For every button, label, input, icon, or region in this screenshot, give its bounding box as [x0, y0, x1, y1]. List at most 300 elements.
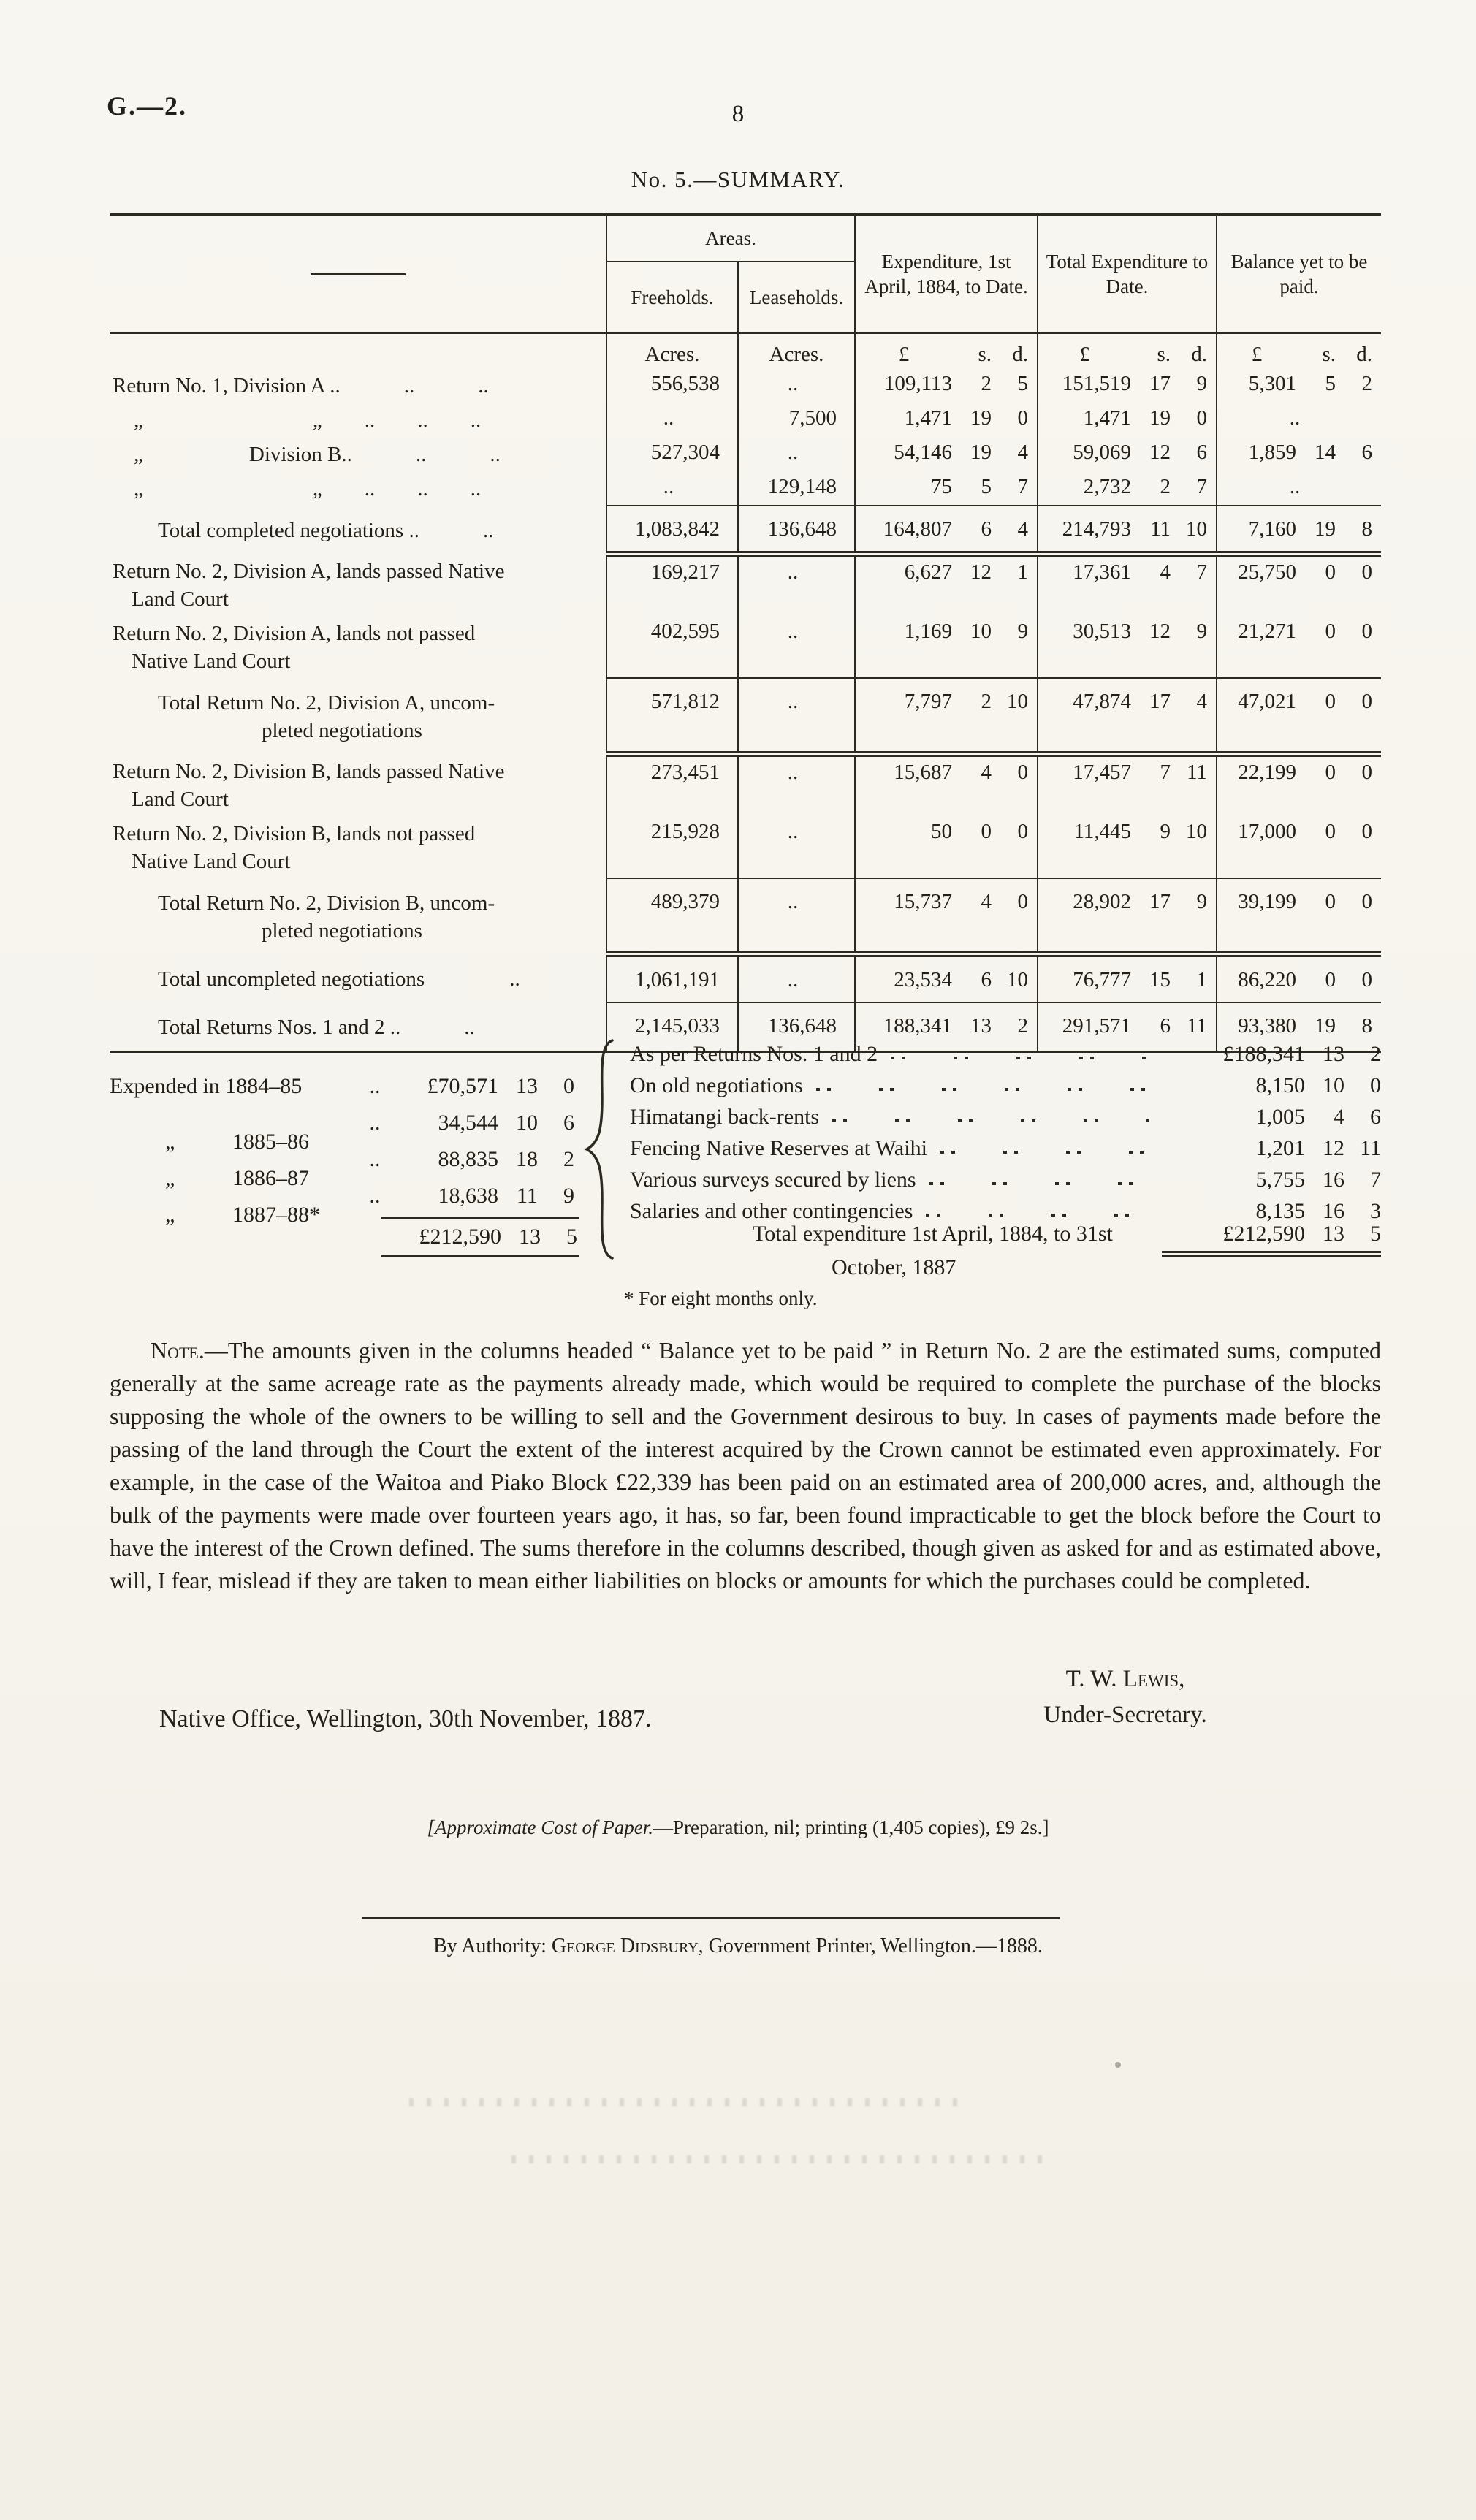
pounds-value: 8,150: [1255, 1073, 1305, 1097]
money-value: [1038, 761, 1207, 785]
pounds-value: £70,571: [427, 1074, 498, 1098]
cell-balance: [1217, 754, 1381, 816]
money-value: [1038, 968, 1207, 992]
row-label: [110, 368, 606, 403]
expended-row: [110, 1074, 574, 1111]
shillings-value: 4: [981, 761, 992, 784]
cell-expenditure: [855, 816, 1038, 878]
breakdown-label: Various surveys secured by liens: [630, 1168, 916, 1192]
pence-unit: d.: [1012, 343, 1028, 366]
cell-total-expenditure: [1038, 754, 1217, 816]
page-number: 8: [731, 101, 745, 127]
money-units: [856, 343, 1028, 367]
pounds-value: 15,687: [894, 761, 952, 784]
money-value: [1162, 1073, 1381, 1098]
money-value: [1162, 1136, 1381, 1161]
shillings-value: 13: [1323, 1042, 1344, 1066]
cell-leaseholds: ..: [738, 616, 855, 678]
dot-leader: ..: [369, 1074, 381, 1098]
ditto-mark: „: [165, 1166, 175, 1190]
money-value: [1038, 475, 1207, 499]
shillings-value: 6: [1160, 1014, 1171, 1038]
pounds-value: 7,160: [1248, 517, 1296, 541]
note-text: —The amounts given in the columns headed “ Balance yet to be paid ” in Return No. 2 are the estimated sums, computed generally at the same acreage rate as the payments already made, which would be required to complete the purchase of the blocks supposing the whole of the owners to be willing to sell and the Government desirous to buy. In cases of payments made before the passing of the land through the Court the extent of the interest acquired by the Crown cannot be estimated even approximately. For example, in the case of the Waitoa and Piako Block £22,339 has been paid on an estimated area of 200,000 acres, and, although the bulk of the payments were made over fourteen years ago, it has, so far, been found impracticable to get the block before the Court to have the interest of the Crown defined. The sums therefore in the columns described, though given as asked for and as estimated above, will, I fear, mislead if they are taken to mean either liabilities on blocks or amounts for which the purchases could be completed.: [110, 1337, 1381, 1594]
cell-freeholds: 571,812: [606, 678, 738, 754]
cell-balance: [1217, 368, 1381, 403]
ditto-mark: „: [165, 1203, 175, 1227]
money-value: [1162, 1042, 1381, 1067]
shillings-value: 19: [970, 406, 992, 430]
pounds-value: 8,135: [1255, 1199, 1305, 1223]
shillings-value: 12: [1149, 441, 1171, 464]
expended-year: 1887–88*: [232, 1203, 320, 1227]
pence-value: 0: [1196, 406, 1207, 430]
pounds-value: 76,777: [1073, 968, 1131, 991]
pounds-value: 59,069: [1073, 441, 1131, 464]
pounds-value: 1,005: [1255, 1105, 1305, 1129]
cell-freeholds: 169,217: [606, 554, 738, 616]
signature-name: T. W. Lewis,: [1065, 1666, 1185, 1692]
summary-table-body: [110, 333, 1381, 1052]
money-value: [856, 372, 1028, 396]
cell-balance: [1217, 954, 1381, 1002]
pence-value: 6: [563, 1111, 574, 1135]
pounds-value: 75: [931, 475, 952, 498]
pence-value: 2: [563, 1147, 574, 1171]
pence-value: 9: [1196, 890, 1207, 913]
balance-header: Balance yet to be paid.: [1217, 215, 1381, 334]
money-value: [1217, 406, 1372, 430]
shillings-value: 19: [1315, 517, 1336, 541]
pence-value: 0: [1361, 890, 1372, 913]
cell-freeholds: ..: [606, 471, 738, 506]
cell-leaseholds: ..: [738, 754, 855, 816]
money-value: [856, 441, 1028, 465]
summary-data-row: [110, 471, 1381, 506]
money-value: [1162, 1199, 1381, 1224]
pence-value: 2: [1370, 1042, 1381, 1066]
breakdown-item: [630, 1168, 1381, 1199]
dot-leader: [891, 1057, 1149, 1059]
pence-value: 6: [1370, 1105, 1381, 1129]
summary-total-row: [110, 678, 1381, 754]
cost-rest: —Preparation, nil; printing (1,405 copies), £9 2s.]: [653, 1816, 1049, 1838]
pence-value: 6: [1361, 441, 1372, 464]
summary-data-row: [110, 554, 1381, 616]
shillings-value: 19: [1149, 406, 1171, 430]
shillings-value: 11: [517, 1184, 538, 1208]
money-value: [1217, 517, 1372, 541]
expended-year-label: Expended in 1884–85: [110, 1074, 303, 1098]
cell-total-expenditure: [1038, 878, 1217, 954]
row-label-line2: Land Court: [132, 788, 229, 811]
shillings-value: 4: [981, 890, 992, 913]
cell-freeholds: 489,379: [606, 878, 738, 954]
money-value: [856, 560, 1028, 585]
table-footnote: * For eight months only.: [624, 1287, 818, 1309]
pence-value: 10: [1007, 968, 1028, 991]
scan-artifact: [511, 2155, 1052, 2163]
cell-expenditure: [855, 437, 1038, 471]
summary-data-row: [110, 437, 1381, 471]
pence-value: 0: [563, 1074, 574, 1098]
pounds-value: £212,590: [1222, 1222, 1305, 1246]
pounds-value: 28,902: [1073, 890, 1131, 913]
cell-leaseholds: ..: [738, 954, 855, 1002]
summary-total-row: [110, 954, 1381, 1002]
pounds-value: 1,471: [1083, 406, 1131, 430]
cell-total-expenditure: [1038, 554, 1217, 616]
row-label-line1: Total Return No. 2, Division B, uncom-: [158, 891, 495, 915]
breakdown-label: Himatangi back-rents: [630, 1105, 820, 1129]
money-value: [1217, 560, 1372, 585]
shillings-value: 11: [1150, 517, 1171, 541]
shillings-value: 17: [1149, 890, 1171, 913]
pence-value: 4: [1017, 517, 1028, 541]
summary-table-head: [110, 215, 1381, 334]
cell-freeholds: 1,083,842: [606, 506, 738, 554]
row-label-line1: Return No. 2, Division A, lands passed Native: [113, 560, 505, 583]
pence-value: 10: [1186, 820, 1207, 843]
shillings-value: 10: [970, 620, 992, 643]
pence-value: 8: [1361, 517, 1372, 541]
breakdown-item: [630, 1073, 1381, 1105]
shillings-value: 13: [970, 1014, 992, 1038]
pence-value: 0: [1361, 620, 1372, 643]
shillings-value: 18: [516, 1147, 538, 1171]
pence-value: 0: [1017, 406, 1028, 430]
dot-leader: ..: [369, 1111, 381, 1135]
cell-expenditure: [855, 506, 1038, 554]
pounds-value: 11,445: [1073, 820, 1131, 843]
cell-expenditure: [855, 368, 1038, 403]
money-value: [1038, 820, 1207, 844]
pounds-sign: £: [1251, 343, 1263, 366]
row-label: [110, 506, 606, 554]
pounds-sign: £: [1079, 343, 1090, 366]
cell-freeholds: 273,451: [606, 754, 738, 816]
money-value: [856, 890, 1028, 914]
cell-leaseholds: ..: [738, 816, 855, 878]
money-value: [856, 761, 1028, 785]
cell-freeholds: ..: [606, 403, 738, 437]
shillings-value: 16: [1323, 1199, 1344, 1223]
pounds-value: 86,220: [1238, 968, 1296, 991]
shillings-value: 4: [1334, 1105, 1344, 1129]
cell-leaseholds: 136,648: [738, 506, 855, 554]
pence-value: 0: [1361, 968, 1372, 991]
cell-balance: [1217, 878, 1381, 954]
breakdown-items: [630, 1042, 1381, 1230]
units-money-expenditure: [855, 333, 1038, 368]
pence-value: 0: [1361, 690, 1372, 713]
pounds-value: 25,750: [1238, 560, 1296, 584]
cell-balance: [1217, 816, 1381, 878]
pounds-value: 1,859: [1248, 441, 1296, 464]
pounds-value: 164,807: [883, 517, 952, 541]
shillings-value: 19: [970, 441, 992, 464]
dot-leader: [832, 1119, 1149, 1122]
shillings-value: 15: [1149, 968, 1171, 991]
scan-artifact: [409, 2098, 965, 2106]
shillings-value: 7: [1160, 761, 1171, 784]
cell-freeholds: 215,928: [606, 816, 738, 878]
shillings-value: 5: [1325, 372, 1336, 395]
shillings-value: 0: [1325, 620, 1336, 643]
pence-value: 9: [563, 1184, 574, 1208]
row-label-line2: pleted negotiations: [262, 919, 422, 943]
dot-leader: [940, 1151, 1149, 1154]
pence-unit: d.: [1191, 343, 1207, 366]
pence-value: 3: [1370, 1199, 1381, 1223]
money-value: [856, 820, 1028, 844]
cell-expenditure: [855, 471, 1038, 506]
money-value: [1038, 560, 1207, 585]
money-value: [1038, 406, 1207, 430]
pence-value: 8: [1361, 1014, 1372, 1038]
pounds-value: 17,361: [1073, 560, 1131, 584]
money-value: [1038, 1014, 1207, 1038]
pounds-value: 2,732: [1083, 475, 1131, 498]
pence-value: 6: [1196, 441, 1207, 464]
cell-total-expenditure: [1038, 506, 1217, 554]
shillings-value: 12: [1323, 1136, 1344, 1160]
pence-value: 0: [1370, 1073, 1381, 1097]
row-label-line1: „ Division B.. .. ..: [113, 443, 501, 466]
units-money-total-expenditure: [1038, 333, 1217, 368]
money-value: [1217, 820, 1372, 844]
row-label: [110, 403, 606, 437]
units-acres-freeholds: Acres.: [606, 333, 738, 368]
grand-total-label-line2: October, 1887: [832, 1255, 956, 1279]
cell-balance: [1217, 506, 1381, 554]
shillings-unit: s.: [1322, 343, 1336, 366]
pence-unit: d.: [1356, 343, 1372, 366]
pence-value: 0: [1017, 761, 1028, 784]
expended-rows: [110, 1074, 574, 1227]
pounds-value: 18,638: [438, 1184, 498, 1208]
money-value: [1038, 620, 1207, 644]
expended-row: [110, 1184, 574, 1227]
cell-total-expenditure: [1038, 403, 1217, 437]
units-acres-leaseholds: Acres.: [738, 333, 855, 368]
shillings-value: 0: [1325, 690, 1336, 713]
units-money-balance: [1217, 333, 1381, 368]
cell-expenditure: [855, 954, 1038, 1002]
pounds-value: 17,000: [1238, 820, 1296, 843]
shillings-value: 6: [981, 968, 992, 991]
pence-value: 11: [1360, 1136, 1381, 1160]
cell-expenditure: [855, 616, 1038, 678]
pence-value: 5: [566, 1225, 577, 1249]
shillings-value: 17: [1149, 372, 1171, 395]
money-value: [1162, 1168, 1381, 1192]
cell-balance: [1217, 471, 1381, 506]
cell-leaseholds: 129,148: [738, 471, 855, 506]
expended-year: 1886–87: [232, 1166, 309, 1190]
document-reference: G.—2.: [107, 91, 188, 121]
pounds-value: 93,380: [1238, 1014, 1296, 1038]
money-value: [856, 475, 1028, 499]
money-value: [1217, 441, 1372, 465]
summary-total-row: [110, 878, 1381, 954]
pence-value: 0: [1017, 820, 1028, 843]
pence-value: 7: [1196, 475, 1207, 498]
row-label: [110, 954, 606, 1002]
pence-value: 0: [1361, 820, 1372, 843]
pounds-value: 17,457: [1073, 761, 1131, 784]
shillings-value: 12: [1149, 620, 1171, 643]
summary-data-row: [110, 368, 1381, 403]
money-value: [856, 690, 1028, 714]
cost-of-paper-line: [0, 1816, 1476, 1839]
money-value: [856, 517, 1028, 541]
cell-leaseholds: 7,500: [738, 403, 855, 437]
pence-value: 11: [1187, 761, 1207, 784]
expenditure-summary: [110, 1040, 1381, 1318]
pence-value: 10: [1186, 517, 1207, 541]
pence-value: 2: [1017, 1014, 1028, 1038]
shillings-value: 2: [981, 372, 992, 395]
summary-data-row: [110, 816, 1381, 878]
row-label-line2: Land Court: [132, 587, 229, 611]
expended-row: [110, 1147, 574, 1190]
units-row: [110, 333, 1381, 368]
shillings-unit: s.: [978, 343, 992, 366]
label-column-header: [110, 215, 606, 334]
row-label-line1: Total uncompleted negotiations ..: [158, 967, 520, 991]
cell-total-expenditure: [1038, 954, 1217, 1002]
money-value: [1038, 441, 1207, 465]
summary-data-row: [110, 754, 1381, 816]
cell-balance: [1217, 403, 1381, 437]
cell-total-expenditure: [1038, 368, 1217, 403]
money-units: [1217, 343, 1372, 367]
pounds-value: 291,571: [1062, 1014, 1131, 1038]
empty-value: ..: [1289, 475, 1301, 498]
row-label: [110, 554, 606, 616]
cell-balance: [1217, 554, 1381, 616]
note-paragraph: [110, 1334, 1381, 1597]
pence-value: 9: [1017, 620, 1028, 643]
pounds-value: 47,874: [1073, 690, 1131, 713]
money-value: [856, 968, 1028, 992]
grand-total-amount: [1162, 1222, 1381, 1257]
money-value: [1217, 1014, 1372, 1038]
pounds-value: 5,755: [1255, 1168, 1305, 1192]
pounds-value: £188,341: [1222, 1042, 1305, 1066]
pence-value: 11: [1187, 1014, 1207, 1038]
imprint-line: [0, 1935, 1476, 1958]
cell-freeholds: 1,061,191: [606, 954, 738, 1002]
cell-total-expenditure: [1038, 437, 1217, 471]
freeholds-header: Freeholds.: [606, 262, 738, 333]
grand-total-label: Total expenditure 1st April, 1884, to 31st: [753, 1222, 1113, 1246]
pence-value: 2: [1361, 372, 1372, 395]
cell-total-expenditure: [1038, 678, 1217, 754]
pounds-value: 15,737: [894, 890, 952, 913]
grand-total-line: [110, 1222, 1381, 1257]
money-value: [1217, 761, 1372, 785]
header-dash: [311, 273, 406, 275]
pence-value: 7: [1370, 1168, 1381, 1192]
money-value: [1162, 1105, 1381, 1130]
shillings-unit: s.: [1157, 343, 1171, 366]
shillings-value: 13: [516, 1074, 538, 1098]
shillings-value: 19: [1315, 1014, 1336, 1038]
row-label-line1: „ „ .. .. ..: [113, 408, 482, 432]
cell-freeholds: 556,538: [606, 368, 738, 403]
money-value: [399, 1074, 574, 1099]
breakdown-item: [630, 1136, 1381, 1168]
pounds-value: £212,590: [419, 1225, 501, 1249]
money-value: [1217, 475, 1372, 499]
shillings-value: 6: [981, 517, 992, 541]
shillings-value: 0: [981, 820, 992, 843]
money-value: [1217, 690, 1372, 714]
pence-value: 5: [1370, 1222, 1381, 1246]
row-label: [110, 616, 606, 678]
cell-expenditure: [855, 878, 1038, 954]
money-value: [1217, 372, 1372, 396]
pence-value: 4: [1017, 441, 1028, 464]
pounds-value: 39,199: [1238, 890, 1296, 913]
money-value: [1038, 517, 1207, 541]
shillings-value: 17: [1149, 690, 1171, 713]
row-label: [110, 437, 606, 471]
shillings-value: 0: [1325, 890, 1336, 913]
cost-italic: [Approximate Cost of Paper.: [427, 1816, 654, 1838]
pence-value: 4: [1196, 690, 1207, 713]
money-value: [1217, 620, 1372, 644]
cell-total-expenditure: [1038, 616, 1217, 678]
cell-leaseholds: ..: [738, 878, 855, 954]
summary-total-row: [110, 506, 1381, 554]
money-value: [856, 620, 1028, 644]
pence-value: 1: [1196, 968, 1207, 991]
breakdown-label: As per Returns Nos. 1 and 2: [630, 1042, 878, 1066]
signature-block: [935, 1666, 1315, 1729]
money-value: [1217, 890, 1372, 914]
row-label-line1: „ „ .. .. ..: [113, 477, 482, 500]
cell-freeholds: 2,145,033: [606, 1002, 738, 1052]
row-label: [110, 471, 606, 506]
cell-leaseholds: ..: [738, 437, 855, 471]
page-title: No. 5.—SUMMARY.: [631, 167, 845, 192]
shillings-value: 0: [1325, 968, 1336, 991]
pounds-value: 1,169: [904, 620, 952, 643]
money-value: [1038, 890, 1207, 914]
cell-total-expenditure: [1038, 816, 1217, 878]
money-units: [1038, 343, 1207, 367]
pounds-value: 30,513: [1073, 620, 1131, 643]
pounds-value: 1,471: [904, 406, 952, 430]
pounds-value: 47,021: [1238, 690, 1296, 713]
shillings-value: 14: [1315, 441, 1336, 464]
cell-balance: [1217, 678, 1381, 754]
dot-leader: ..: [369, 1184, 381, 1208]
row-label-line1: Total Returns Nos. 1 and 2 .. ..: [158, 1016, 475, 1039]
cell-leaseholds: ..: [738, 554, 855, 616]
breakdown-item: [630, 1042, 1381, 1073]
money-value: [1162, 1222, 1381, 1246]
imprint-printer-name: George Didsbury: [551, 1935, 699, 1957]
row-label-line1: Return No. 2, Division B, lands passed Native: [113, 760, 505, 783]
pence-value: 1: [1017, 560, 1028, 584]
money-value: [1038, 372, 1207, 396]
summary-table: [110, 213, 1381, 1053]
pounds-value: 54,146: [894, 441, 952, 464]
